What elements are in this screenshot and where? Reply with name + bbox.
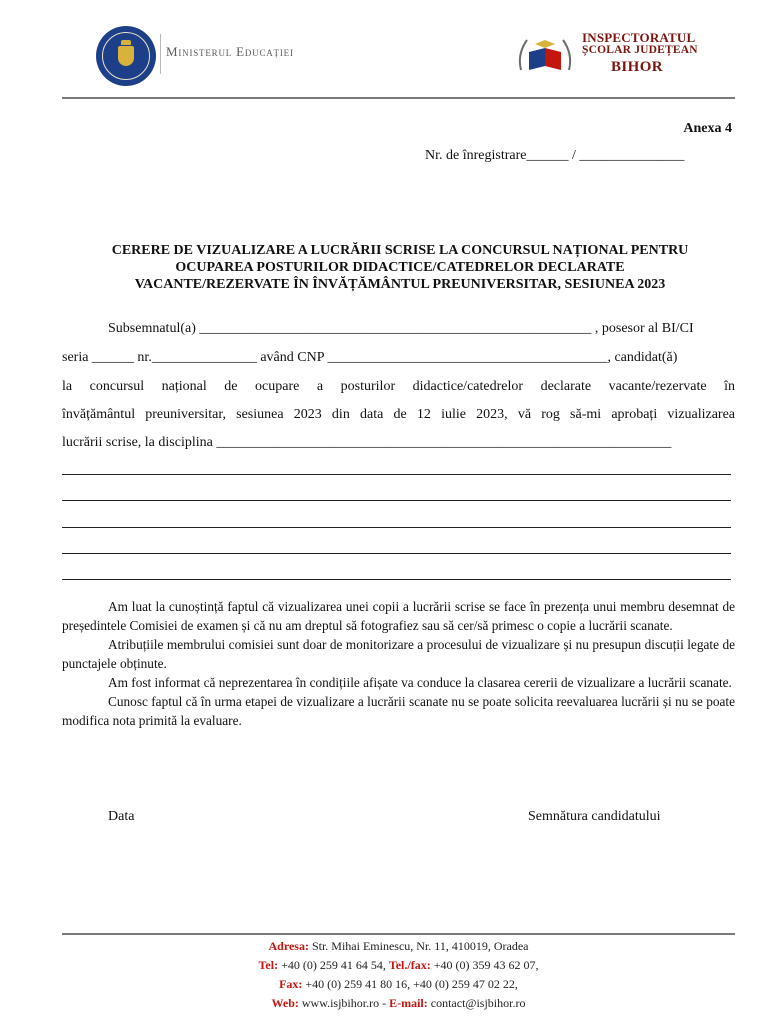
note-paragraph-3: Am fost informat că neprezentarea în condițiile afișate va conduce la clasarea cererii de vizualizare a lucrării scanate.: [108, 675, 732, 690]
header-rule: [62, 97, 735, 99]
header-separator: [160, 34, 161, 74]
date-label: Data: [108, 809, 135, 824]
footer-fax: Fax: +40 (0) 259 41 80 16, +40 (0) 259 47 02 22,: [279, 977, 518, 991]
document-title: [62, 242, 738, 293]
blank-line-3[interactable]: [62, 527, 731, 528]
government-seal: [96, 26, 156, 86]
footer-rule: [62, 933, 735, 935]
note-paragraph-2: Atribuțiile membrului comisiei sunt doar de monitorizare a procesului de vizualizare și nu presupun discuții legate de punctajele obținute.: [62, 637, 735, 671]
registration-number: Nr. de înregistrare______ / _______________: [425, 148, 685, 163]
form-line-discipline[interactable]: lucrării scrise, la disciplina _________________________________________________________________: [62, 435, 672, 450]
note-paragraph-1: Am luat la cunoștință faptul că vizualizarea unei copii a lucrării scrise se face în prezența unui membru desemnat de președintele Comisiei de examen și că nu am dreptul să fotografiez sau să cer/să primesc o copie a lucrării scanate.: [62, 599, 735, 633]
candidate-signature-label: Semnătura candidatului: [528, 809, 661, 824]
isj-name-line2: ȘCOLAR JUDEȚEAN: [582, 44, 698, 56]
footer-web: Web: www.isjbihor.ro - E-mail: contact@isjbihor.ro: [271, 996, 526, 1010]
footer-contact: [62, 937, 735, 1013]
blank-line-1[interactable]: [62, 474, 731, 475]
footer-address: Adresa: Str. Mihai Eminescu, Nr. 11, 410019, Oradea: [268, 939, 529, 953]
ministry-name: Ministerul Educației: [166, 44, 294, 59]
form-line-contest: la concursul național de ocupare a posturilor didactice/catedrelor declarate vacante/rezervate în: [62, 379, 735, 394]
email-link[interactable]: contact@isjbihor.ro: [427, 996, 526, 1010]
form-line-name[interactable]: Subsemnatul(a) ________________________________________________________ , posesor al BI/CI: [108, 321, 694, 336]
title-line-2: OCUPAREA POSTURILOR DIDACTICE/CATEDRELOR DECLARATE: [175, 260, 625, 275]
acknowledgement-notes: [62, 597, 735, 730]
title-line-1: CERERE DE VIZUALIZARE A LUCRĂRII SCRISE LA CONCURSUL NAȚIONAL PENTRU: [111, 243, 689, 258]
footer-phone: Tel: +40 (0) 259 41 64 54, Tel./fax: +40 (0) 359 43 62 07,: [258, 958, 539, 972]
seal-shield-icon: [118, 46, 134, 66]
blank-line-4[interactable]: [62, 553, 731, 554]
website-link[interactable]: www.isjbihor.ro -: [298, 996, 390, 1010]
isj-county: BIHOR: [611, 59, 664, 75]
seal-crown-icon: [121, 40, 131, 45]
blank-line-5[interactable]: [62, 579, 731, 580]
annex-label: Anexa 4: [683, 121, 732, 136]
note-paragraph-4: Cunosc faptul că în urma etapei de vizualizare a lucrării scanate nu se poate solicita reevaluarea lucrării și nu se poate modifica nota primită la evaluare.: [62, 694, 735, 728]
title-line-3: VACANTE/REZERVATE ÎN ÎNVĂȚĂMÂNTUL PREUNIVERSITAR, SESIUNEA 2023: [134, 277, 666, 292]
isj-name-line1: INSPECTORATUL: [582, 30, 696, 45]
form-line-id[interactable]: seria ______ nr._______________ având CNP ________________________________________, candidat(ă): [62, 350, 678, 365]
isj-logo-icon: [515, 30, 575, 78]
blank-line-2[interactable]: [62, 500, 731, 501]
form-line-session: învățământul preuniversitar, sesiunea 2023 din data de 12 iulie 2023, vă rog să-mi aprobați vizualizarea: [62, 407, 735, 422]
